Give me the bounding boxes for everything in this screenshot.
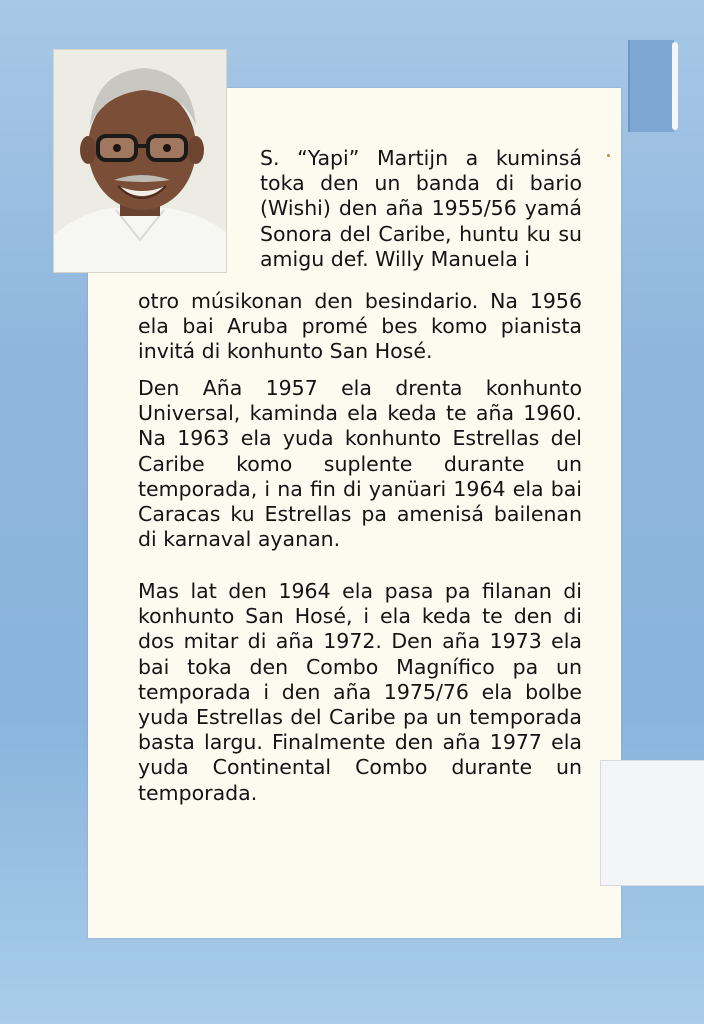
paper-speck <box>607 154 610 157</box>
bio-paragraph-1957: Den Aña 1957 ela drenta konhunto Universal, kaminda ela keda te aña 1960. Na 1963 ela yuda konhunto Estrellas del Caribe komo suplente durante un temporada, i na fin di yanüari 1964 ela bai Caracas ku Estrellas pa amenisá bailenan di karnaval ayanan. <box>138 376 582 552</box>
portrait-of-man-icon <box>54 50 226 272</box>
spine-highlight <box>672 42 678 130</box>
portrait-photo <box>53 49 227 273</box>
book-spine-edge <box>628 40 674 132</box>
bio-paragraph-1964: Mas lat den 1964 ela pasa pa filanan di konhunto San Hosé, i ela keda te den di dos mitar di aña 1972. Den aña 1973 ela bai toka den Combo Magnífico pa un temporada i den aña 1975/76 ela bolbe yuda Estrellas del Caribe pa un temporada basta largu. Finalmente den aña 1977 ela yuda Continental Combo durante un temporada. <box>138 579 582 805</box>
bio-paragraph-intro-continued: otro músikonan den besindario. Na 1956 ela bai Aruba promé bes komo pianista invitá di konhunto San Hosé. <box>138 289 582 364</box>
bio-paragraph-intro: S. “Yapi” Martijn a kuminsá toka den un banda di bario (Wishi) den aña 1955/56 yamá Sonora del Caribe, huntu ku su amigu def. Willy Manuela i <box>260 146 582 271</box>
library-sticker <box>600 760 704 886</box>
